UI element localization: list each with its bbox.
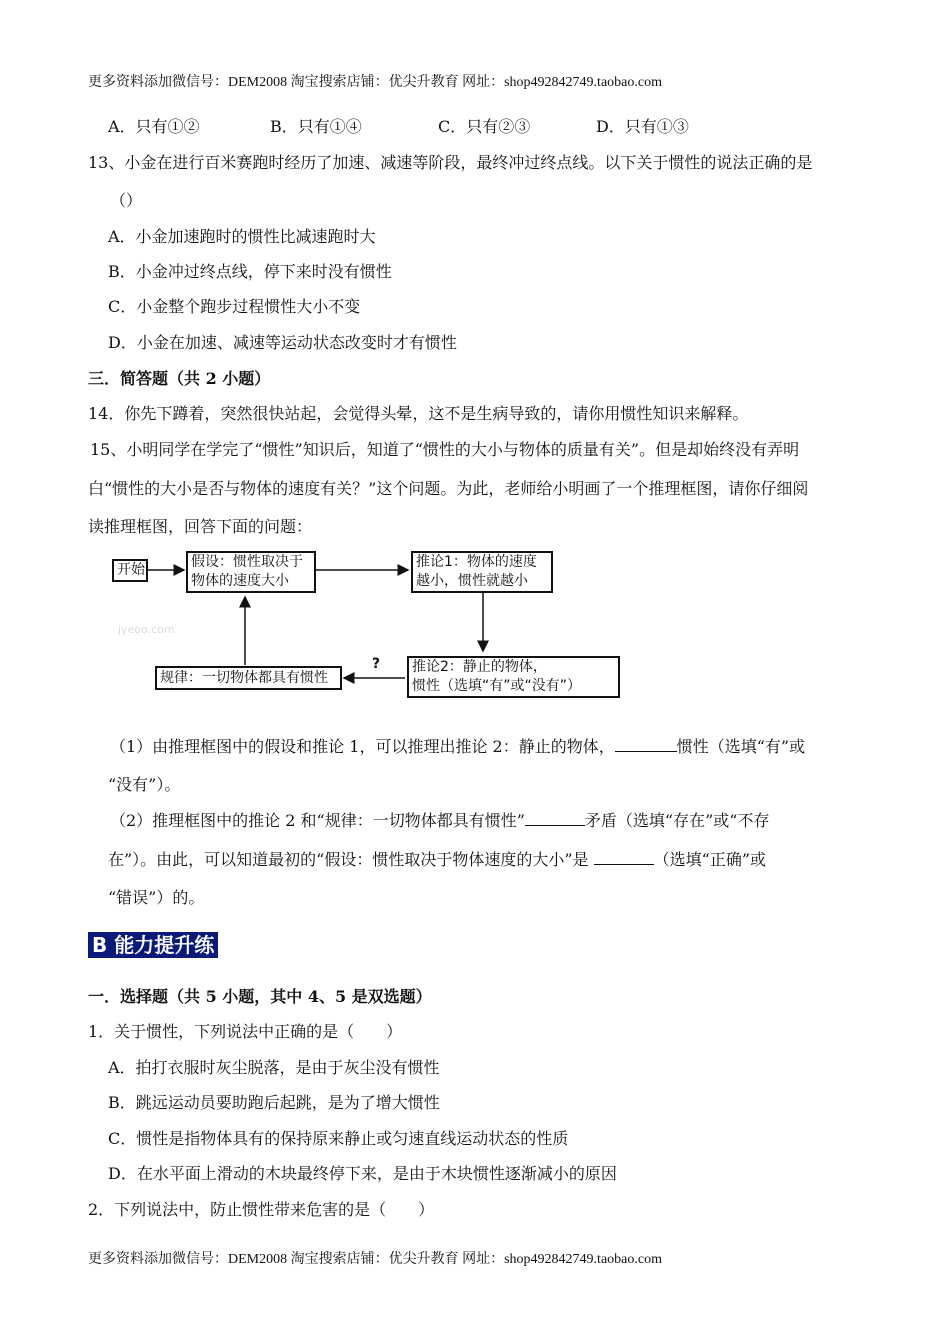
- sub1-text-b: 惯性（选填“有”或: [676, 737, 806, 756]
- q12-options: [0, 117, 950, 137]
- diagram-inference2-box: [407, 656, 620, 698]
- diagram-question-mark: ?: [372, 656, 381, 672]
- sub1-text-a: （1）由推理框图中的假设和推论 1，可以推理出推论 2：静止的物体，: [110, 737, 615, 756]
- b-q2-stem: 2．下列说法中，防止惯性带来危害的是（ ）: [88, 1200, 435, 1219]
- q13-paren: （）: [110, 191, 143, 210]
- b-q1-option-c: C．惯性是指物体具有的保持原来静止或匀速直线运动状态的性质: [108, 1129, 569, 1148]
- q13-option-c: C．小金整个跑步过程惯性大小不变: [108, 297, 361, 316]
- diagram-start-box: 开始: [112, 559, 148, 582]
- inference2-line-1: 推论2：静止的物体，: [412, 659, 547, 675]
- diagram-law-box: 规律：一切物体都具有惯性: [155, 666, 342, 690]
- q15-line-2: 白“惯性的大小是否与物体的速度有关？”这个问题。为此，老师给小明画了一个推理框图，请你仔细阅: [88, 479, 809, 498]
- inference1-line-1: 推论1：物体的速度: [416, 554, 537, 570]
- sub2-answer-blank-1[interactable]: [525, 811, 585, 826]
- sub2-text-c: 在”）。由此，可以知道最初的“假设：惯性取决于物体速度的大小”是: [108, 850, 594, 869]
- b-q1-option-b: B．跳远运动员要助跑后起跳，是为了增大惯性: [108, 1093, 440, 1112]
- sub1-answer-blank[interactable]: [615, 737, 677, 752]
- hypothesis-line-1: 假设：惯性取决于: [191, 554, 303, 570]
- diagram-hypothesis-box: [186, 551, 316, 593]
- reasoning-diagram: [108, 545, 628, 705]
- b-q1-stem: 1．关于惯性，下列说法中正确的是（ ）: [88, 1022, 403, 1041]
- sub1-line-1: [110, 737, 805, 757]
- b-q1-option-d: D．在水平面上滑动的木块最终停下来，是由于木块惯性逐渐减小的原因: [108, 1164, 617, 1183]
- inference1-line-2: 越小，惯性就越小: [416, 573, 528, 589]
- q13-option-a: A．小金加速跑时的惯性比减速跑时大: [108, 227, 376, 246]
- sub2-line-3: “错误”）的。: [108, 888, 205, 907]
- sub2-text-a: （2）推理框图中的推论 2 和“规律：一切物体都具有惯性”: [110, 811, 525, 830]
- q12-option-d: D．只有①③: [596, 117, 689, 136]
- q14-text: 14．你先下蹲着，突然很快站起，会觉得头晕，这不是生病导致的，请你用惯性知识来解释。: [88, 404, 749, 423]
- watermark: jyeoo.com: [118, 623, 175, 636]
- section-1-title: 一．选择题（共 5 小题，其中 4、5 是双选题）: [88, 987, 432, 1006]
- diagram-inference1-box: [411, 551, 553, 593]
- b-q1-option-a: A．拍打衣服时灰尘脱落，是由于灰尘没有惯性: [108, 1058, 440, 1077]
- section-3-title: 三．简答题（共 2 小题）: [88, 369, 271, 388]
- sub2-line-1: [110, 811, 769, 831]
- q15-line-1: 15、小明同学在学完了“惯性”知识后，知道了“惯性的大小与物体的质量有关”。但是却始终没有弄明: [90, 440, 800, 459]
- q12-option-a: A．只有①②: [108, 117, 200, 136]
- page-footer: 更多资料添加微信号：DEM2008 淘宝搜索店铺：优尖升教育 网址：shop492842749.taobao.com: [88, 1252, 662, 1267]
- q13-option-d: D．小金在加速、减速等运动状态改变时才有惯性: [108, 333, 457, 352]
- q13-stem: 13、小金在进行百米赛跑时经历了加速、减速等阶段，最终冲过终点线。以下关于惯性的说法正确的是: [88, 153, 813, 172]
- q13-option-b: B．小金冲过终点线，停下来时没有惯性: [108, 262, 392, 281]
- q12-option-c: C．只有②③: [438, 117, 531, 136]
- q15-line-3: 读推理框图，回答下面的问题：: [88, 517, 313, 536]
- page-header: 更多资料添加微信号：DEM2008 淘宝搜索店铺：优尖升教育 网址：shop492842749.taobao.com: [88, 75, 662, 90]
- hypothesis-line-2: 物体的速度大小: [191, 573, 289, 589]
- sub1-line-2: “没有”）。: [108, 775, 181, 794]
- q12-option-b: B．只有①④: [270, 117, 362, 136]
- inference2-line-2: 惯性（选填“有”或“没有”）: [412, 678, 582, 694]
- sub2-text-b: 矛盾（选填“存在”或“不存: [584, 811, 770, 830]
- sub2-text-d: （选填“正确”或: [653, 850, 767, 869]
- sub2-answer-blank-2[interactable]: [594, 850, 654, 865]
- section-b-banner: B 能力提升练: [88, 932, 218, 958]
- sub2-line-2: [108, 850, 766, 870]
